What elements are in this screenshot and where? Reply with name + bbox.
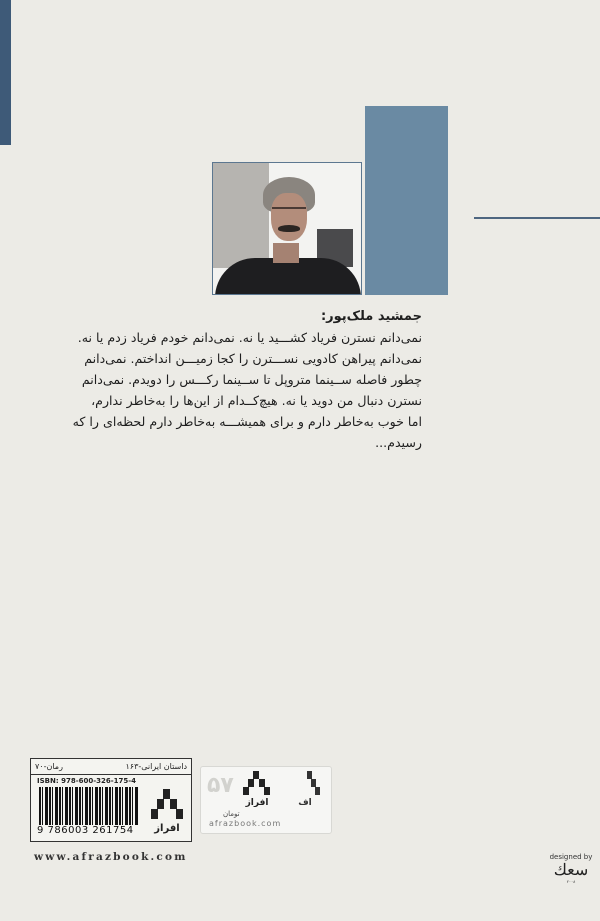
blurb-line: نمی‌دانم پیراهن کادویی نســـترن را کجا زمیـــن انداختم. نمی‌دانم: [84, 351, 422, 366]
svg-text:اف: اف: [298, 798, 312, 807]
designer-signature: ﺳﻌﻚ: [553, 860, 589, 879]
svg-text:افراز: افراز: [245, 798, 269, 807]
blue-accent-block: [365, 106, 448, 295]
designer-year: ۲۰۰۸: [566, 879, 576, 884]
blurb-line: اما خوب به‌خاطر دارم و برای همیشـــه به‌خاطر دارم لحظه‌ای را که: [72, 414, 422, 429]
publisher-logo-icon-faded: [297, 771, 321, 807]
blurb-line: نسترن دنبال من دوید یا نه. هیچ‌کــدام از این‌ها را به‌خاطر ندارم،: [91, 393, 422, 408]
svg-text:افراز: افراز: [154, 823, 180, 834]
price-value: ۵۷: [207, 773, 234, 798]
blurb-line: چطور فاصله ســینما متروپل تا ســینما رکـــس را دویدم. نمی‌دانم: [81, 372, 422, 387]
publisher-logo-icon: [241, 771, 273, 807]
series-label: رمان-۷۰: [35, 762, 63, 771]
blurb-line: رسیدم...: [375, 435, 422, 450]
left-accent-bar: [0, 0, 11, 145]
author-photo: [212, 162, 362, 295]
barcode-number: 9 786003 261754: [37, 825, 134, 836]
author-name: جمشید ملک‌پور:: [320, 309, 422, 324]
category-label: داستان ایرانی-۱۶۳: [125, 762, 187, 771]
blurb-line: نمی‌دانم نسترن فریاد کشـــید یا نه. نمی‌دانم خودم فریاد زدم یا نه.: [77, 330, 422, 345]
isbn-text: ISBN: 978-600-326-175-4: [37, 777, 137, 785]
currency-label: تومان: [223, 810, 240, 818]
price-sticker: [200, 766, 332, 834]
barcode-bars: [39, 787, 139, 825]
publisher-logo-icon: [147, 789, 187, 835]
publisher-website: www.afrazbook.com: [34, 851, 188, 863]
barcode-header: [31, 759, 191, 775]
horizontal-accent-line: [474, 217, 600, 219]
back-cover-blurb: [60, 306, 422, 453]
sticker-site: afrazbook.com: [209, 819, 282, 828]
designer-credit: [548, 853, 594, 884]
barcode-box: [30, 758, 192, 842]
designer-label: designed by: [549, 853, 593, 861]
